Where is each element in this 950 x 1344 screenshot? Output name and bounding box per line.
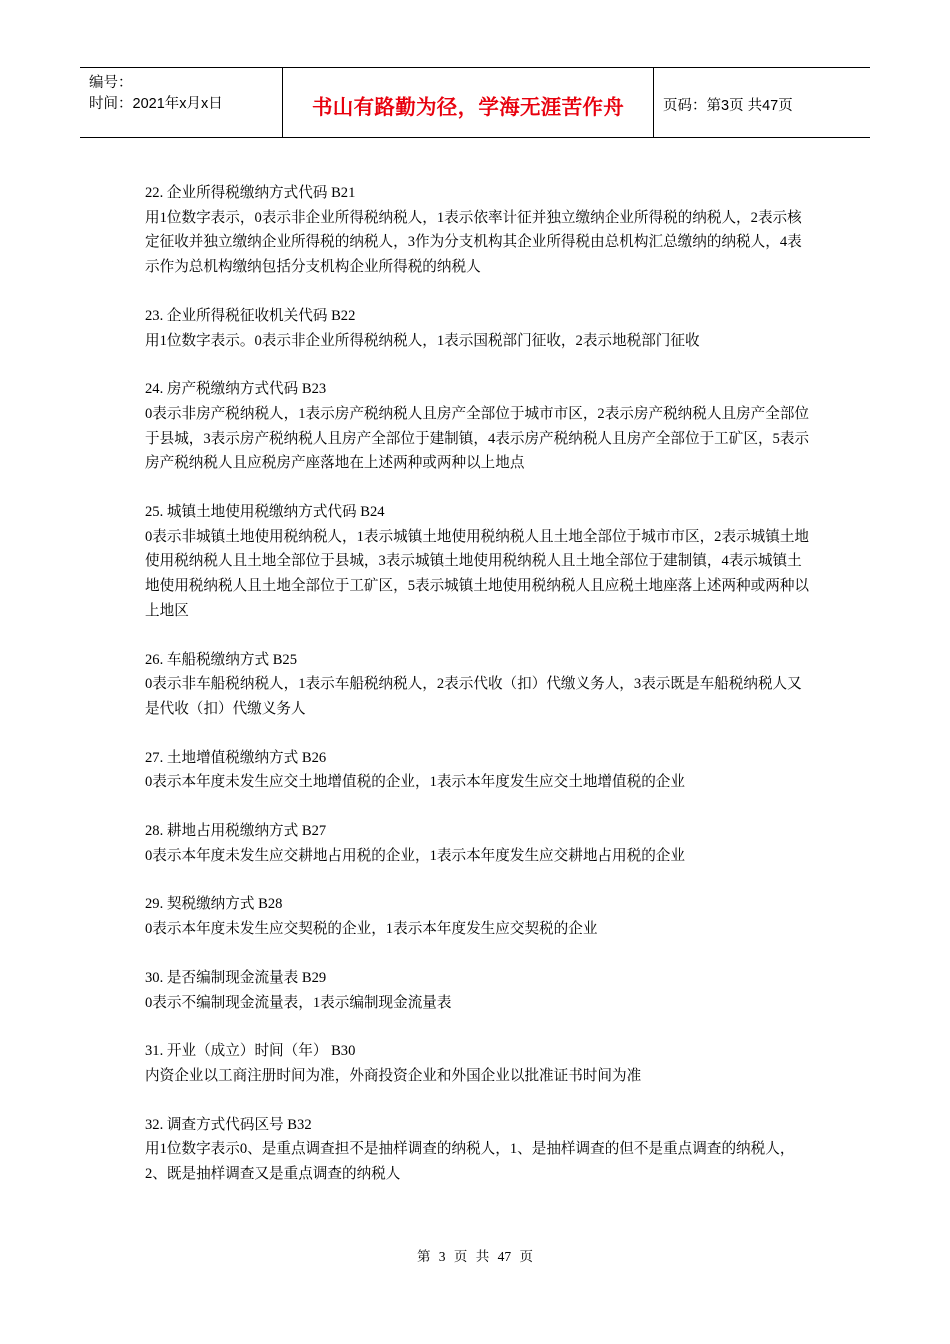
section-27 bbox=[145, 746, 815, 795]
document-header bbox=[80, 67, 870, 138]
section-26 bbox=[145, 648, 815, 722]
section-title: 24. 房产税缴纳方式代码 B23 bbox=[145, 381, 327, 398]
header-meta bbox=[80, 68, 282, 137]
section-title: 26. 车船税缴纳方式 B25 bbox=[145, 651, 298, 668]
section-body: 0表示本年度未发生应交耕地占用税的企业，1表示本年度发生应交耕地占用税的企业 bbox=[145, 847, 685, 864]
section-body: 0表示非城镇土地使用税纳税人，1表示城镇土地使用税纳税人且土地全部位于城市市区，2表示城镇土地使用税纳税人且土地全部位于县城，3表示城镇土地使用税纳税人且土地全部位于建制镇，4表示城镇土地使用税纳税人且土地全部位于工矿区，5表示城镇土地使用税纳税人且应税土地座落上述两种或两种以上地区 bbox=[145, 528, 810, 619]
section-31 bbox=[145, 1039, 815, 1088]
section-body: 内资企业以工商注册时间为准，外商投资企业和外国企业以批准证书时间为准 bbox=[145, 1067, 642, 1084]
document-body bbox=[145, 181, 815, 1211]
section-24 bbox=[145, 377, 815, 476]
section-28 bbox=[145, 819, 815, 868]
section-body: 0表示非房产税纳税人，1表示房产税纳税人且房产全部位于城市市区，2表示房产税纳税人且房产全部位于县城，3表示房产税纳税人且房产全部位于建制镇，4表示房产税纳税人且房产全部位于工矿区，5表示房产税纳税人且应税房产座落地在上述两种或两种以上地点 bbox=[145, 405, 810, 472]
section-body: 0表示本年度未发生应交土地增值税的企业，1表示本年度发生应交土地增值税的企业 bbox=[145, 774, 685, 791]
section-body: 用1位数字表示，0表示非企业所得税纳税人，1表示依率计征并独立缴纳企业所得税的纳税人，2表示核定征收并独立缴纳企业所得税的纳税人，3作为分支机构其企业所得税由总机构汇总缴纳的纳税人，4表示作为总机构缴纳包括分支机构企业所得税的纳税人 bbox=[145, 209, 802, 276]
section-23 bbox=[145, 304, 815, 353]
code-label: 编号： bbox=[89, 75, 133, 91]
section-32 bbox=[145, 1113, 815, 1187]
section-title: 30. 是否编制现金流量表 B29 bbox=[145, 969, 327, 986]
section-29 bbox=[145, 892, 815, 941]
section-body: 用1位数字表示。0表示非企业所得税纳税人，1表示国税部门征收，2表示地税部门征收 bbox=[145, 332, 700, 349]
section-title: 23. 企业所得税征收机关代码 B22 bbox=[145, 307, 356, 324]
section-title: 22. 企业所得税缴纳方式代码 B21 bbox=[145, 185, 356, 201]
section-title: 25. 城镇土地使用税缴纳方式代码 B24 bbox=[145, 504, 385, 521]
section-title: 29. 契税缴纳方式 B28 bbox=[145, 896, 283, 913]
header-page-info: 页码：第3页 共47页 bbox=[663, 97, 793, 114]
section-25 bbox=[145, 500, 815, 624]
time-label: 时间：2021年x月x日 bbox=[89, 96, 223, 112]
section-title: 28. 耕地占用税缴纳方式 B27 bbox=[145, 823, 327, 840]
section-30 bbox=[145, 966, 815, 1015]
section-title: 32. 调查方式代码区号 B32 bbox=[145, 1116, 312, 1133]
section-body: 用1位数字表示0、是重点调查担不是抽样调查的纳税人，1、是抽样调查的但不是重点调查的纳税人，2、既是抽样调查又是重点调查的纳税人 bbox=[145, 1141, 795, 1183]
section-22 bbox=[145, 181, 815, 280]
page-footer: 第 3 页 共 47 页 bbox=[416, 1249, 534, 1264]
section-title: 27. 土地增值税缴纳方式 B26 bbox=[145, 749, 327, 766]
header-motto: 书山有路勤为径，学海无涯苦作舟 bbox=[282, 68, 654, 137]
section-body: 0表示非车船税纳税人，1表示车船税纳税人，2表示代收（扣）代缴义务人，3表示既是车船税纳税人又是代收（扣）代缴义务人 bbox=[145, 676, 802, 717]
section-title: 31. 开业（成立）时间（年） B30 bbox=[145, 1043, 356, 1060]
section-body: 0表示本年度未发生应交契税的企业，1表示本年度发生应交契税的企业 bbox=[145, 921, 598, 938]
section-body: 0表示不编制现金流量表，1表示编制现金流量表 bbox=[145, 994, 452, 1011]
